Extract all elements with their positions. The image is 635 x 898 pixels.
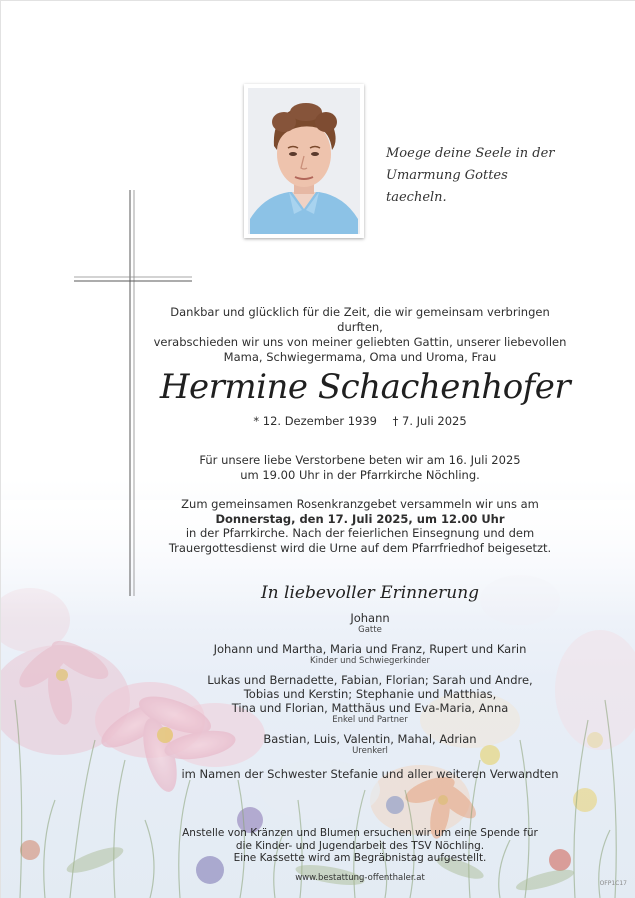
quote-line-1: Moege deine Seele in der <box>386 146 555 161</box>
relatives-group-grandchildren <box>150 673 590 726</box>
donation-line-2: die Kinder- und Jugendarbeit des TSV Nöchling. <box>235 839 485 852</box>
portrait-photo <box>244 84 364 238</box>
donation-line-1: Anstelle von Kränzen und Blumen ersuchen wir um eine Spende für <box>182 827 538 839</box>
death-date: † 7. Juli 2025 <box>392 414 467 428</box>
grandchildren-line-1: Lukas und Bernadette, Fabian, Florian; Sarah und Andre, <box>207 673 533 687</box>
quote-text <box>386 143 556 209</box>
portrait-image <box>244 84 364 238</box>
funeral-line-4: Trauergottesdienst wird die Urne auf dem Pfarrfriedhof beigesetzt. <box>168 540 552 555</box>
funeral-date-time: Donnerstag, den 17. Juli 2025, um 12.00 Uhr <box>215 511 505 526</box>
prayer-line-2: um 19.00 Uhr in der Pfarrkirche Nöchling. <box>240 467 480 482</box>
birth-date: * 12. Dezember 1939 <box>253 414 377 428</box>
husband-role: Gatte <box>358 625 382 635</box>
children-names: Johann und Martha, Maria und Franz, Rupert und Karin <box>213 642 527 656</box>
life-dates <box>150 414 570 429</box>
grandchildren-line-2: Tobias und Kerstin; Stephanie und Matthias, <box>243 687 497 701</box>
relatives-list <box>150 611 590 781</box>
prayer-notice <box>150 453 570 482</box>
intro-line-2: verabschieden wir uns von meiner geliebten Gattin, unserer liebevollen <box>153 335 567 349</box>
funeral-line-1: Zum gemeinsamen Rosenkranzgebet versammeln wir uns am <box>181 497 539 511</box>
prayer-line-1: Für unsere liebe Verstorbene beten wir am 16. Juli 2025 <box>199 453 521 467</box>
grandchildren-role: Enkel und Partner <box>332 715 408 725</box>
relatives-group-great-grandchildren <box>150 732 590 757</box>
great-grandchildren-role: Urenkerl <box>352 746 388 756</box>
intro-text <box>150 305 570 365</box>
funeral-notice <box>150 497 570 555</box>
intro-line-1: Dankbar und glücklich für die Zeit, die wir gemeinsam verbringen durften, <box>170 305 550 334</box>
donation-notice <box>150 827 570 865</box>
relatives-group-children <box>150 642 590 667</box>
document-code: OFP1C17 <box>599 880 627 887</box>
relatives-closing: im Namen der Schwester Stefanie und aller weiteren Verwandten <box>181 767 559 781</box>
deceased-name: Hermine Schachenhofer <box>159 367 571 407</box>
memory-heading: In liebevoller Erinnerung <box>260 583 480 603</box>
children-role: Kinder und Schwiegerkinder <box>310 656 430 666</box>
grandchildren-line-3: Tina und Florian, Matthäus und Eva-Maria, Anna <box>231 701 509 715</box>
website-link[interactable]: www.bestattung-offenthaler.at <box>295 873 425 883</box>
intro-line-3: Mama, Schwiegermama, Oma und Uroma, Frau <box>223 350 497 364</box>
donation-line-3: Eine Kassette wird am Begräbnistag aufgestellt. <box>233 852 487 864</box>
great-grandchildren-names: Bastian, Luis, Valentin, Mahal, Adrian <box>263 732 477 746</box>
funeral-line-3: in der Pfarrkirche. Nach der feierlichen Einsegnung und dem <box>185 526 535 540</box>
relatives-group-husband <box>150 611 590 636</box>
quote-line-2: Umarmung Gottes taecheln. <box>386 168 508 205</box>
husband-name: Johann <box>350 611 390 625</box>
